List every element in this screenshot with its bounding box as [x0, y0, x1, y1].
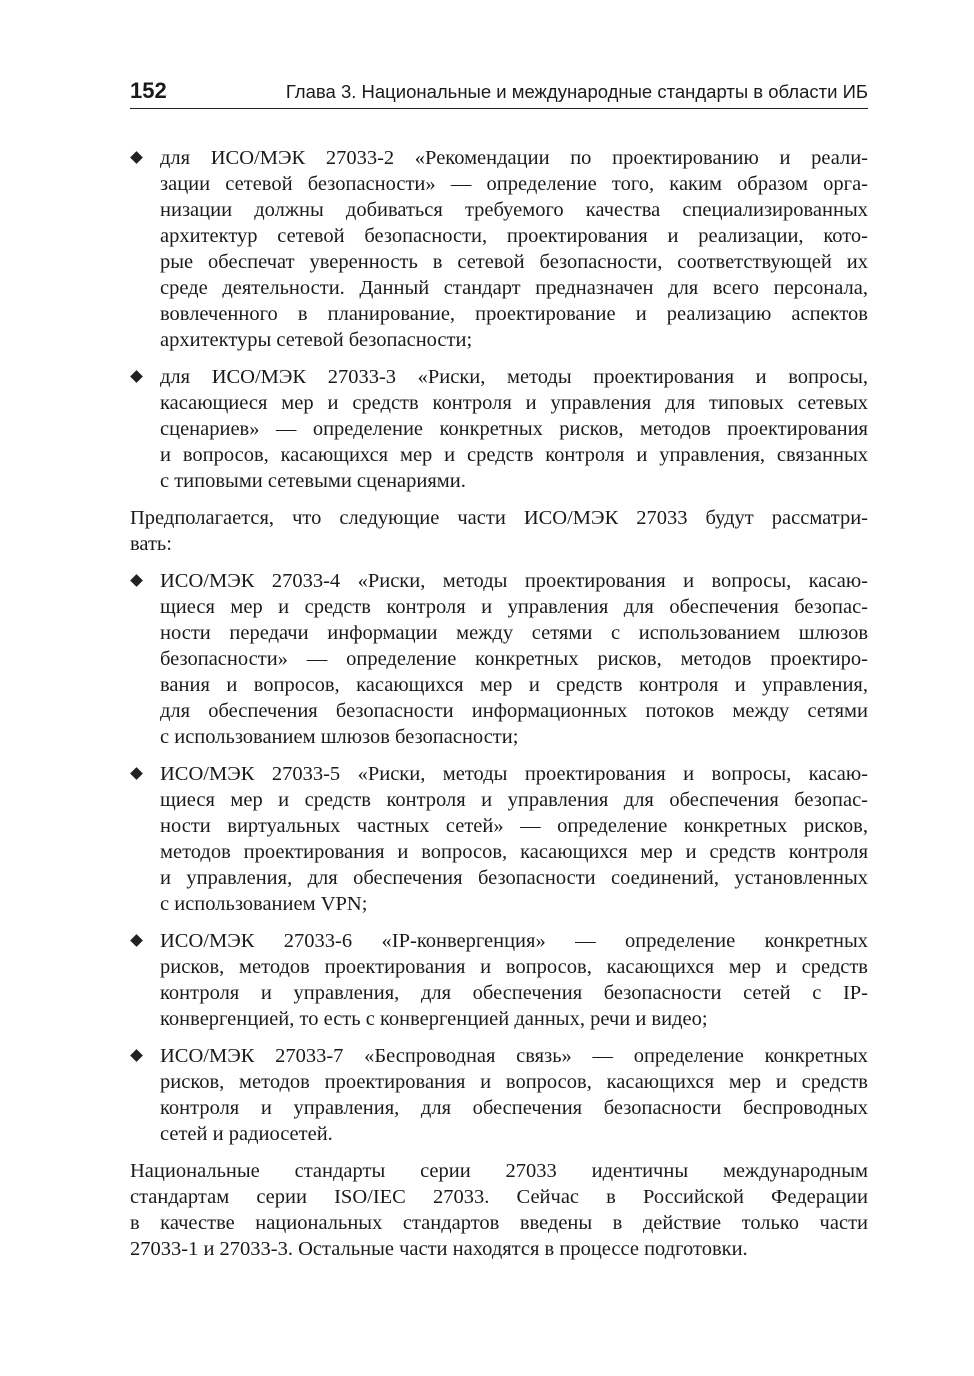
text-line: безопасности» — определение конкретных рисков, методов проектиро- — [160, 648, 868, 670]
text-line: архитектуры сетевой безопасности; — [160, 329, 473, 351]
text-line: вовлеченного в планирование, проектирование и реализацию аспектов — [160, 303, 868, 325]
text-line: ности передачи информации между сетями с использованием шлюзов — [160, 622, 868, 644]
text-line: контроля и управления, для обеспечения безопасности беспроводных — [160, 1097, 868, 1119]
text-line: для обеспечения безопасности информационных потоков между сетями — [160, 700, 868, 722]
text-line: с использованием VPN; — [160, 893, 368, 915]
text-line: рые обеспечат уверенность в сетевой безопасности, соответствующей их — [160, 251, 868, 273]
bullet-item — [130, 928, 868, 1032]
text-line: в качестве национальных стандартов введены в действие только части — [130, 1212, 868, 1234]
bullet-item — [130, 568, 868, 750]
text-line: ИСО/МЭК 27033-5 «Риски, методы проектирования и вопросы, касаю- — [160, 763, 868, 785]
text-line: касающиеся мер и средств контроля и управления для типовых сетевых — [160, 392, 868, 414]
text-line: контроля и управления, для обеспечения безопасности сетей с IP- — [160, 982, 868, 1004]
diamond-bullet-icon — [130, 370, 143, 383]
text-line: с типовыми сетевыми сценариями. — [160, 470, 466, 492]
text-line: методов проектирования и вопросов, касающихся мер и средств контроля — [160, 841, 868, 863]
page-body — [130, 145, 868, 1273]
bullet-item — [130, 145, 868, 353]
text-line: Предполагается, что следующие части ИСО/МЭК 27033 будут рассматри- — [130, 507, 868, 529]
text-line: ИСО/МЭК 27033-7 «Беспроводная связь» — определение конкретных — [160, 1045, 868, 1067]
text-line: зации сетевой безопасности» — определение того, каким образом орга- — [160, 173, 868, 195]
page-number: 152 — [130, 78, 167, 103]
text-line: сетей и радиосетей. — [160, 1123, 333, 1145]
bullet-item — [130, 761, 868, 917]
text-line: с использованием шлюзов безопасности; — [160, 726, 519, 748]
text-line: конвергенцией, то есть с конвергенцией данных, речи и видео; — [160, 1008, 708, 1030]
diamond-bullet-icon — [130, 574, 143, 587]
text-line: ИСО/МЭК 27033-6 «IP-конвергенция» — определение конкретных — [160, 930, 868, 952]
text-line: и вопросов, касающихся мер и средств контроля и управления, связанных — [160, 444, 868, 466]
text-line: ности виртуальных частных сетей» — определение конкретных рисков, — [160, 815, 868, 837]
text-line: архитектур сетевой безопасности, проектирования и реализации, кото- — [160, 225, 868, 247]
diamond-bullet-icon — [130, 934, 143, 947]
text-line: вать: — [130, 533, 172, 555]
diamond-bullet-icon — [130, 1049, 143, 1062]
paragraph — [130, 505, 868, 557]
text-line: 27033-1 и 27033-3. Остальные части находятся в процессе подготовки. — [130, 1238, 748, 1260]
text-line: и управления, для обеспечения безопасности соединений, установленных — [160, 867, 868, 889]
diamond-bullet-icon — [130, 767, 143, 780]
text-line: рисков, методов проектирования и вопросов, касающихся мер и средств — [160, 956, 868, 978]
text-line: сценариев» — определение конкретных рисков, методов проектирования — [160, 418, 868, 440]
running-header — [130, 76, 868, 109]
text-line: щиеся мер и средств контроля и управления для обеспечения безопас- — [160, 596, 868, 618]
diamond-bullet-icon — [130, 151, 143, 164]
text-line: для ИСО/МЭК 27033-3 «Риски, методы проектирования и вопросы, — [160, 366, 868, 388]
text-line: щиеся мер и средств контроля и управления для обеспечения безопас- — [160, 789, 868, 811]
chapter-title: Глава 3. Национальные и международные стандарты в области ИБ — [285, 81, 868, 102]
bullet-item — [130, 364, 868, 494]
bullet-item — [130, 1043, 868, 1147]
text-line: вания и вопросов, касающихся мер и средств контроля и управления, — [160, 674, 868, 696]
text-line: низации должны добиваться требуемого качества специализированных — [160, 199, 868, 221]
text-line: стандартам серии ISO/IEC 27033. Сейчас в Российской Федерации — [130, 1186, 868, 1208]
text-line: для ИСО/МЭК 27033-2 «Рекомендации по проектированию и реали- — [160, 147, 868, 169]
text-line: ИСО/МЭК 27033-4 «Риски, методы проектирования и вопросы, касаю- — [160, 570, 868, 592]
text-line: Национальные стандарты серии 27033 идентичны международным — [130, 1160, 868, 1182]
text-line: среде деятельности. Данный стандарт предназначен для всего персонала, — [160, 277, 868, 299]
paragraph — [130, 1158, 868, 1262]
text-line: рисков, методов проектирования и вопросов, касающихся мер и средств — [160, 1071, 868, 1093]
